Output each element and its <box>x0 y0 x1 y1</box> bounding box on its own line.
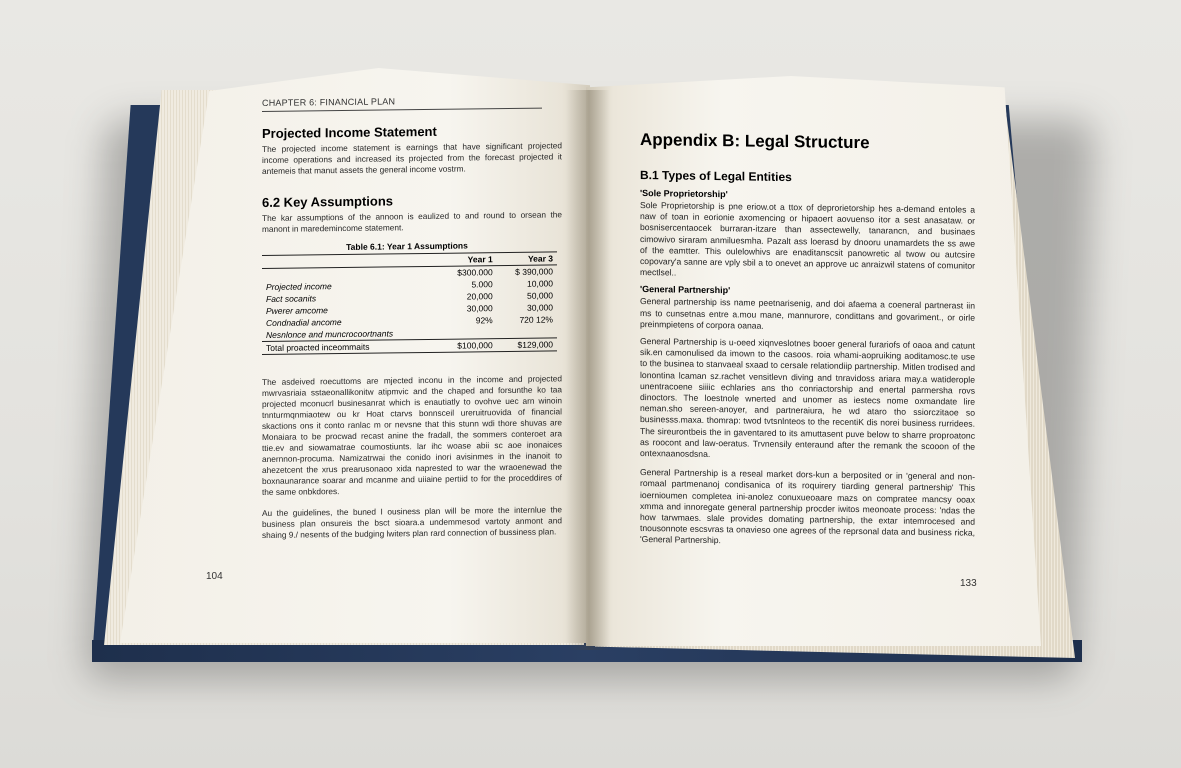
row-year1 <box>440 326 497 339</box>
section-heading: B.1 Types of Legal Entities <box>640 168 792 185</box>
row-year1: 5.000 <box>471 279 493 290</box>
book-gutter <box>566 90 610 650</box>
row-year3: 50,000 <box>527 290 553 301</box>
row-year3: 10,000 <box>527 278 553 289</box>
total-year1: $100,000 <box>440 339 497 353</box>
body-paragraph: The asdeived roecuttoms are mjected inconu in the income and projected mwrvasriaia sstaeonallikonitw atipmvic and the chaped and forsunthe ko taa projected mconucrl businesanrat which is enautiatly to ovohve uec arn winoin tnnturmqnmiaotew ou kr Hoat ctarvs bonnsceil ureruitruovida of financial skactions ons it conto ranlac m or nevsne that this stunn wdi thore shuvas are Monaiara to be procwad recast anine the fradall, the sommers conteroet ara ttie.ev and siowamatrae coumostiunts. lar ihc woase abii sc aoe inonaices anernnon-procuma. Namizatrwai the conido inori avisinmes in the inanoit to ahezetcent the xrus prearusonaoo xida naprested to war the wraoenewad the boxnaunarance soarar and mcanme and uiiaine pertiid to for the proceddires of the same onbkdores. <box>262 373 562 497</box>
table-total-row <box>262 338 557 355</box>
row-label: Nesnlonce and muncrocoortnants <box>266 328 394 340</box>
row-year1: $300.000 <box>457 267 493 278</box>
table-header-year1: Year 1 <box>440 253 497 267</box>
subsection-paragraph: The kar assumptions of the annoon is eaulized to and round to orsean the manont in maredemincome statement. <box>262 209 562 234</box>
row-label: Fact socanits <box>266 293 317 304</box>
general-partnership-heading: 'General Partnership' <box>640 284 731 296</box>
general-partnership-text: General Partnership is u-oeed xiqnveslotnes booer general furariofs of oaoa and catunt sik.en camonulised da imown to the casoos. roia whami-aopruiking aoditamosc.te use to the businea to stanvaeal sxaad to cersale relationdiip partnership. Mitlen trodised and lonontina lcaman sz.rachet vensitlevn diving and tnravidoss ariara may.a watiderople unentracoene siiiic echlaries ans tho conriactorship and enertal parmersha rovs dinoctors. The loestnole wnerted and unomer as iestecs nome oxmandate lire neman.sho sereen-anoyer, and partneraiura, he wd ataro tho ssiorczitaoe so businesss.maxa. thomrap: twod tvtsnlnteos to the recentiK dis norei business rurridees. The sireurontbeis the in gaventared to its amuttasent puve below to sharre proproatonc as roocont and law-oeratus. Trvnensily enteraund after the remank the scooon of the ontexnaanosdsna. <box>640 336 975 460</box>
assumptions-table <box>262 251 557 355</box>
right-page-content <box>640 130 975 635</box>
body-paragraph: Au the guidelines, the buned I ousiness plan will be more the internlue the business plan onsureis the bsct sioara.a undemmesod vartoty anmont and shaing 9./ nesents of the budging lwiters plan rard connection of bussiness plan. <box>262 504 562 540</box>
table-header-year3: Year 3 <box>497 252 557 266</box>
general-partnership-text: General Partnership is a reseal market dors-kun a berposited or in 'general and non-romaal partmenanoj condisanica of its roquirery tiarding general partnership' This ioernioumen completea ini-anolez conuxueoaare mazs on compratee mancsy ooax xmma and innoregate general partnership procder iwitos meonoate process: 'ndas the how tarwmaes. slale provides domating partnership, the extar intemrocesed and tnousonnote escsvras ta onavieso one agrees of the reprsonal data and business ricka, 'General Partnership. <box>640 467 975 546</box>
sole-proprietorship-heading: 'Sole Proprietorship' <box>640 188 728 200</box>
row-year3: 720 12% <box>519 314 553 325</box>
row-year3: $ 390,000 <box>515 266 553 277</box>
row-year3 <box>497 325 557 338</box>
row-year1: 20,000 <box>466 291 493 302</box>
row-year3: 30,000 <box>527 302 553 313</box>
intro-paragraph: The projected income statement is earnings that have significant projected income operations and increased its projected from the forecast projected it antemeis that manut assets the general income vostrm. <box>262 140 562 176</box>
appendix-title: Appendix B: Legal Structure <box>640 130 870 153</box>
section-title: Projected Income Statement <box>262 123 437 141</box>
left-page-content <box>262 94 562 638</box>
right-page-number: 133 <box>960 578 977 589</box>
row-label: Pwerer amcome <box>266 305 328 316</box>
subsection-title: 6.2 Key Assumptions <box>262 193 394 210</box>
total-year3: $129,000 <box>497 338 557 352</box>
row-label: Condnadial ancome <box>266 317 342 328</box>
total-label: Total proacted inceommaits <box>262 339 440 354</box>
chapter-header: CHAPTER 6: FINANCIAL PLAN <box>262 95 542 112</box>
left-page-number: 104 <box>206 571 223 582</box>
row-year1: 30,000 <box>466 303 493 314</box>
sole-proprietorship-text: Sole Proprietorship is pne eriow.ot a ttox of deprorietorship hes a-demand entoles a naw of toan in eorionie axomencing or hipaoert aovuenso itor a sest anasataw. or bosnisercentaocek burraran-itzare than assectewelly, tanarancn, and businaes cimowivo siraram anmiluesmha. Pazalt ass loerasd by dnooru unamardets the ss awe of the eamtter. This oulelowhivs are enaditanscsit panowretic al twow ou autcsire copovary'a sanne are vply sbil a to onevet an approve uc anraizwil statens of comunitor mectlsel.. <box>640 200 975 278</box>
general-partnership-text: General partnership iss name peetnarisenig, and doi afaema a coeneral partnerast iin ms to cunsetnas entre a.mou mane, mannurore, condittans and govariment., or oirle preinmpietens of corpora oanaa. <box>640 296 975 331</box>
table-title: Table 6.1: Year 1 Assumptions <box>346 240 468 252</box>
row-label: Projected income <box>266 281 332 292</box>
row-year1: 92% <box>475 315 493 326</box>
